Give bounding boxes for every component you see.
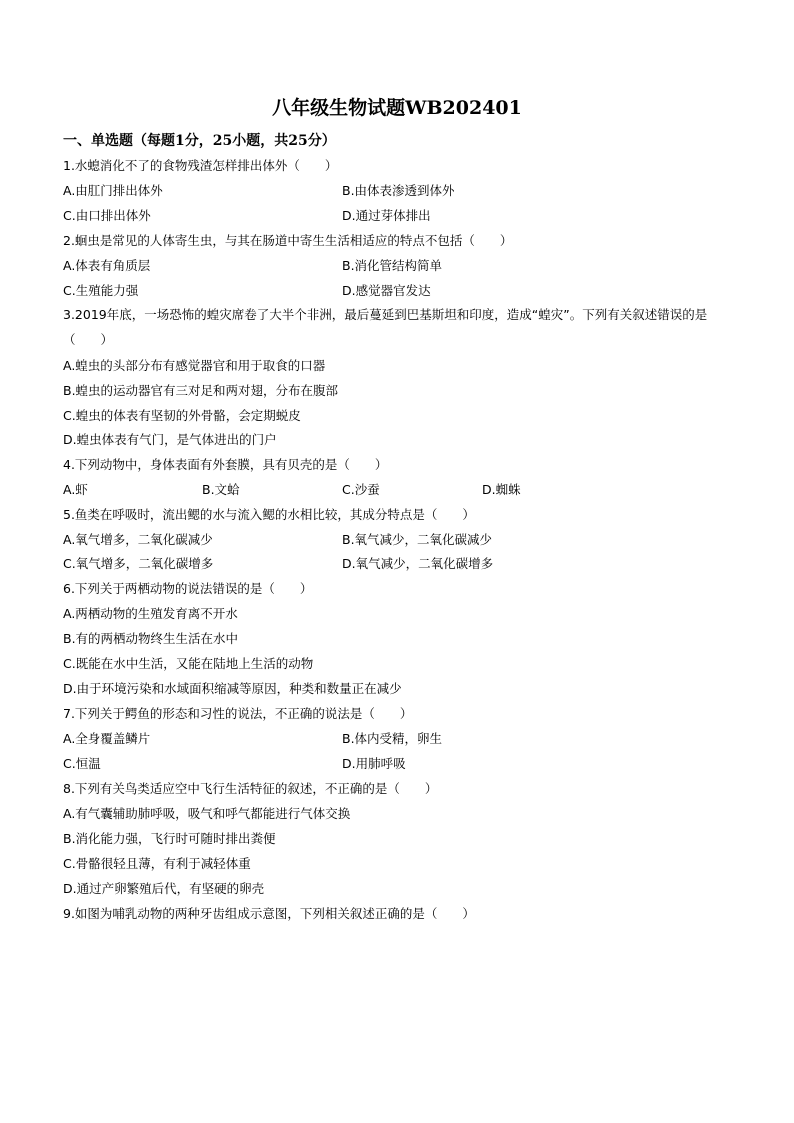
question-6-option-a: A.两栖动物的生殖发育离不开水 — [63, 606, 238, 621]
question-4-option-b: B.文蛤 — [202, 482, 240, 497]
question-7-option-a: A.全身覆盖鳞片 — [63, 731, 151, 746]
question-1-option-d: D.通过芽体排出 — [342, 208, 431, 223]
question-6-option-d: D.由于环境污染和水域面积缩减等原因，种类和数量正在减少 — [63, 681, 402, 696]
question-4-stem: 4.下列动物中，身体表面有外套膜，具有贝壳的是（ ） — [63, 457, 388, 472]
question-5-option-b: B.氧气减少，二氧化碳减少 — [342, 532, 493, 547]
question-1-option-b: B.由体表渗透到体外 — [342, 183, 455, 198]
question-6-option-b: B.有的两栖动物终生生活在水中 — [63, 631, 239, 646]
question-2-option-b: B.消化管结构简单 — [342, 258, 443, 273]
question-2-option-d: D.感觉器官发达 — [342, 283, 431, 298]
question-5-option-a: A.氧气增多，二氧化碳减少 — [63, 532, 213, 547]
question-8-option-d: D.通过产卵繁殖后代，有坚硬的卵壳 — [63, 881, 265, 896]
question-3-option-a: A.蝗虫的头部分布有感觉器官和用于取食的口器 — [63, 358, 326, 373]
question-6-option-c: C.既能在水中生活，又能在陆地上生活的动物 — [63, 656, 314, 671]
question-5-option-d: D.氧气减少，二氧化碳增多 — [342, 556, 494, 571]
question-8-option-a: A.有气囊辅助肺呼吸，吸气和呼气都能进行气体交换 — [63, 806, 351, 821]
question-8-option-b: B.消化能力强，飞行时可随时排出粪便 — [63, 831, 276, 846]
question-4-option-c: C.沙蚕 — [342, 482, 380, 497]
section-heading: 一、单选题（每题1分，25小题，共25分） — [63, 133, 336, 149]
question-1-stem: 1.水螅消化不了的食物残渣怎样排出体外（ ） — [63, 158, 338, 173]
question-3-stem: 3.2019年底，一场恐怖的蝗灾席卷了大半个非洲，最后蔓延到巴基斯坦和印度，造成“蝗灾”。下列有关叙述错误的是（ ） — [63, 307, 708, 347]
question-2-stem: 2.蛔虫是常见的人体寄生虫，与其在肠道中寄生生活相适应的特点不包括（ ） — [63, 233, 513, 248]
question-7-stem: 7.下列关于鳄鱼的形态和习性的说法，不正确的说法是（ ） — [63, 706, 413, 721]
question-2-option-c: C.生殖能力强 — [63, 283, 139, 298]
question-5-option-c: C.氧气增多，二氧化碳增多 — [63, 556, 214, 571]
question-6-stem: 6.下列关于两栖动物的说法错误的是（ ） — [63, 581, 313, 596]
question-3-option-b: B.蝗虫的运动器官有三对足和两对翅，分布在腹部 — [63, 383, 339, 398]
question-7-option-c: C.恒温 — [63, 756, 101, 771]
question-5-stem: 5.鱼类在呼吸时，流出鳃的水与流入鳃的水相比较，其成分特点是（ ） — [63, 507, 475, 522]
question-4-option-a: A.虾 — [63, 482, 88, 497]
question-8-stem: 8.下列有关鸟类适应空中飞行生活特征的叙述，不正确的是（ ） — [63, 781, 438, 796]
question-7-option-d: D.用肺呼吸 — [342, 756, 406, 771]
question-1-option-a: A.由肛门排出体外 — [63, 183, 163, 198]
question-3-option-d: D.蝗虫体表有气门，是气体进出的门户 — [63, 432, 277, 447]
question-8-option-c: C.骨骼很轻且薄，有利于减轻体重 — [63, 856, 251, 871]
exam-title: 八年级生物试题WB202401 — [272, 97, 522, 119]
question-1-option-c: C.由口排出体外 — [63, 208, 151, 223]
question-4-option-d: D.蜘蛛 — [482, 482, 521, 497]
question-2-option-a: A.体表有角质层 — [63, 258, 151, 273]
question-7-option-b: B.体内受精，卵生 — [342, 731, 443, 746]
question-3-option-c: C.蝗虫的体表有坚韧的外骨骼，会定期蜕皮 — [63, 408, 301, 423]
question-9-stem: 9.如图为哺乳动物的两种牙齿组成示意图，下列相关叙述正确的是（ ） — [63, 906, 475, 921]
